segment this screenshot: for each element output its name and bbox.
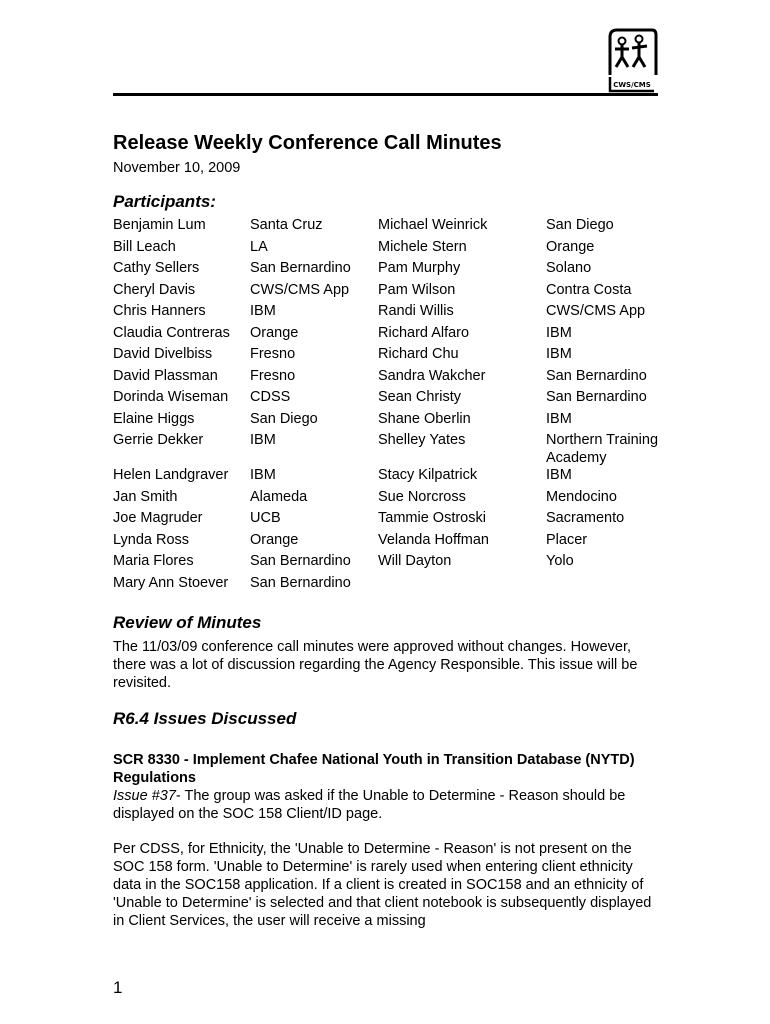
participant-row — [113, 324, 673, 346]
participant-row — [113, 552, 673, 574]
participant-name: Bill Leach — [113, 238, 176, 255]
participant-org: Placer — [546, 531, 588, 548]
participant-org: Contra Costa — [546, 281, 632, 298]
participant-org: CWS/CMS App — [546, 303, 646, 319]
participant-name: David Plassman — [113, 367, 218, 384]
participant-name: Cathy Sellers — [113, 260, 200, 276]
participant-row — [113, 302, 673, 324]
participant-org: Yolo — [546, 553, 574, 569]
participants-heading: Participants: — [113, 192, 216, 211]
issue-text: - The group was asked if the Unable to Determine - Reason should be displayed on the SOC 158 Client/ID page. — [113, 788, 626, 822]
document-title: Release Weekly Conference Call Minutes — [113, 132, 502, 154]
participant-name: Michael Weinrick — [378, 217, 488, 233]
participant-name: Michele Stern — [378, 238, 467, 255]
participant-row — [113, 345, 673, 367]
participant-row — [113, 238, 673, 260]
participant-org: IBM — [250, 303, 276, 319]
participant-org: IBM — [546, 467, 572, 483]
issues-heading: R6.4 Issues Discussed — [113, 709, 297, 728]
participant-org: Mendocino — [546, 488, 617, 505]
participant-row — [113, 367, 673, 389]
issue-label: Issue #37 — [113, 788, 176, 804]
participant-org: San Bernardino — [546, 389, 647, 405]
participant-org: San Diego — [546, 217, 614, 233]
participant-row — [113, 216, 673, 238]
participant-org: IBM — [546, 346, 572, 362]
participant-name: Will Dayton — [378, 553, 452, 569]
participant-name: Pam Wilson — [378, 281, 456, 298]
review-heading: Review of Minutes — [113, 613, 262, 632]
cws-cms-logo — [604, 27, 658, 95]
participant-name: Elaine Higgs — [113, 410, 195, 427]
participant-org: IBM — [546, 324, 572, 341]
participant-org — [546, 574, 673, 596]
participant-org: San Bernardino — [250, 260, 351, 276]
participant-row — [113, 466, 673, 488]
participant-name: Pam Murphy — [378, 260, 461, 276]
participant-name: Sandra Wakcher — [378, 367, 486, 384]
participant-name: Lynda Ross — [113, 531, 190, 548]
participant-name: Chris Hanners — [113, 303, 206, 319]
participant-org: Orange — [250, 531, 299, 548]
participant-org: UCB — [250, 510, 281, 526]
participant-row — [113, 259, 673, 281]
participant-org: Sacramento — [546, 510, 625, 526]
scr-title: SCR 8330 - Implement Chafee National Youth in Transition Database (NYTD) Regulations — [113, 752, 635, 786]
page-number: 1 — [113, 978, 123, 997]
participant-row — [113, 488, 673, 510]
participant-name: Richard Alfaro — [378, 324, 470, 341]
participant-name: Benjamin Lum — [113, 217, 206, 233]
participant-name: Randi Willis — [378, 303, 454, 319]
participant-org: Orange — [546, 238, 595, 255]
participant-row — [113, 531, 673, 553]
participant-name: Sean Christy — [378, 389, 462, 405]
participant-name: Shane Oberlin — [378, 410, 471, 427]
participant-name: Joe Magruder — [113, 510, 203, 526]
participant-name: Stacy Kilpatrick — [378, 467, 478, 483]
participant-org: CWS/CMS App — [250, 281, 350, 298]
participant-org: IBM — [250, 467, 276, 483]
cdss-paragraph: Per CDSS, for Ethnicity, the 'Unable to Determine - Reason' is not present on the SOC 158 form. 'Unable to Determine' is rarely used when entering client ethnicity data in the SOC158 application. If a client is created in SOC158 and an ethnicity of 'Unable to Determine' is selected and that client notebook is subsequently displayed in Client Services, the user will receive a missing — [113, 841, 652, 929]
participant-org: San Diego — [250, 410, 318, 427]
participant-name: Claudia Contreras — [113, 324, 230, 341]
issue-paragraph — [113, 787, 658, 823]
participant-org: Solano — [546, 260, 592, 276]
participant-org: Alameda — [250, 488, 308, 505]
review-text: The 11/03/09 conference call minutes were approved without changes. However, there was a lot of discussion regarding the Agency Responsible. This issue will be revisited. — [113, 639, 638, 691]
participant-name: Mary Ann Stoever — [113, 574, 229, 591]
participant-org: San Bernardino — [250, 553, 351, 569]
participant-name: Gerrie Dekker — [113, 432, 204, 448]
participant-row — [113, 388, 673, 410]
participant-name: Maria Flores — [113, 553, 194, 569]
participant-name: Shelley Yates — [378, 432, 466, 448]
logo-text: CWS/CMS — [613, 81, 651, 89]
participant-org: Northern Training Academy — [546, 432, 659, 466]
document-date: November 10, 2009 — [113, 160, 241, 176]
participant-org: Santa Cruz — [250, 217, 323, 233]
participant-name: Cheryl Davis — [113, 281, 196, 298]
participant-name — [378, 574, 546, 596]
participant-row — [113, 281, 673, 303]
participant-org: San Bernardino — [250, 574, 351, 591]
participant-row — [113, 410, 673, 432]
participant-org: IBM — [546, 410, 572, 427]
participants-table — [113, 216, 673, 595]
participant-org: CDSS — [250, 389, 291, 405]
participant-org: Orange — [250, 324, 299, 341]
participant-name: Helen Landgraver — [113, 467, 229, 483]
header-rule — [113, 93, 658, 96]
participant-org: San Bernardino — [546, 367, 647, 384]
participant-name: David Divelbiss — [113, 346, 213, 362]
participant-row — [113, 574, 673, 596]
participant-org: Fresno — [250, 346, 296, 362]
participant-name: Jan Smith — [113, 488, 178, 505]
participant-org: Fresno — [250, 367, 296, 384]
participant-name: Richard Chu — [378, 346, 459, 362]
participant-name: Velanda Hoffman — [378, 531, 489, 548]
participant-org: IBM — [250, 432, 276, 448]
participant-row — [113, 509, 673, 531]
participant-name: Tammie Ostroski — [378, 510, 486, 526]
participant-name: Dorinda Wiseman — [113, 389, 229, 405]
participant-name: Sue Norcross — [378, 488, 466, 505]
participant-org: LA — [250, 238, 268, 255]
participant-row — [113, 431, 673, 466]
